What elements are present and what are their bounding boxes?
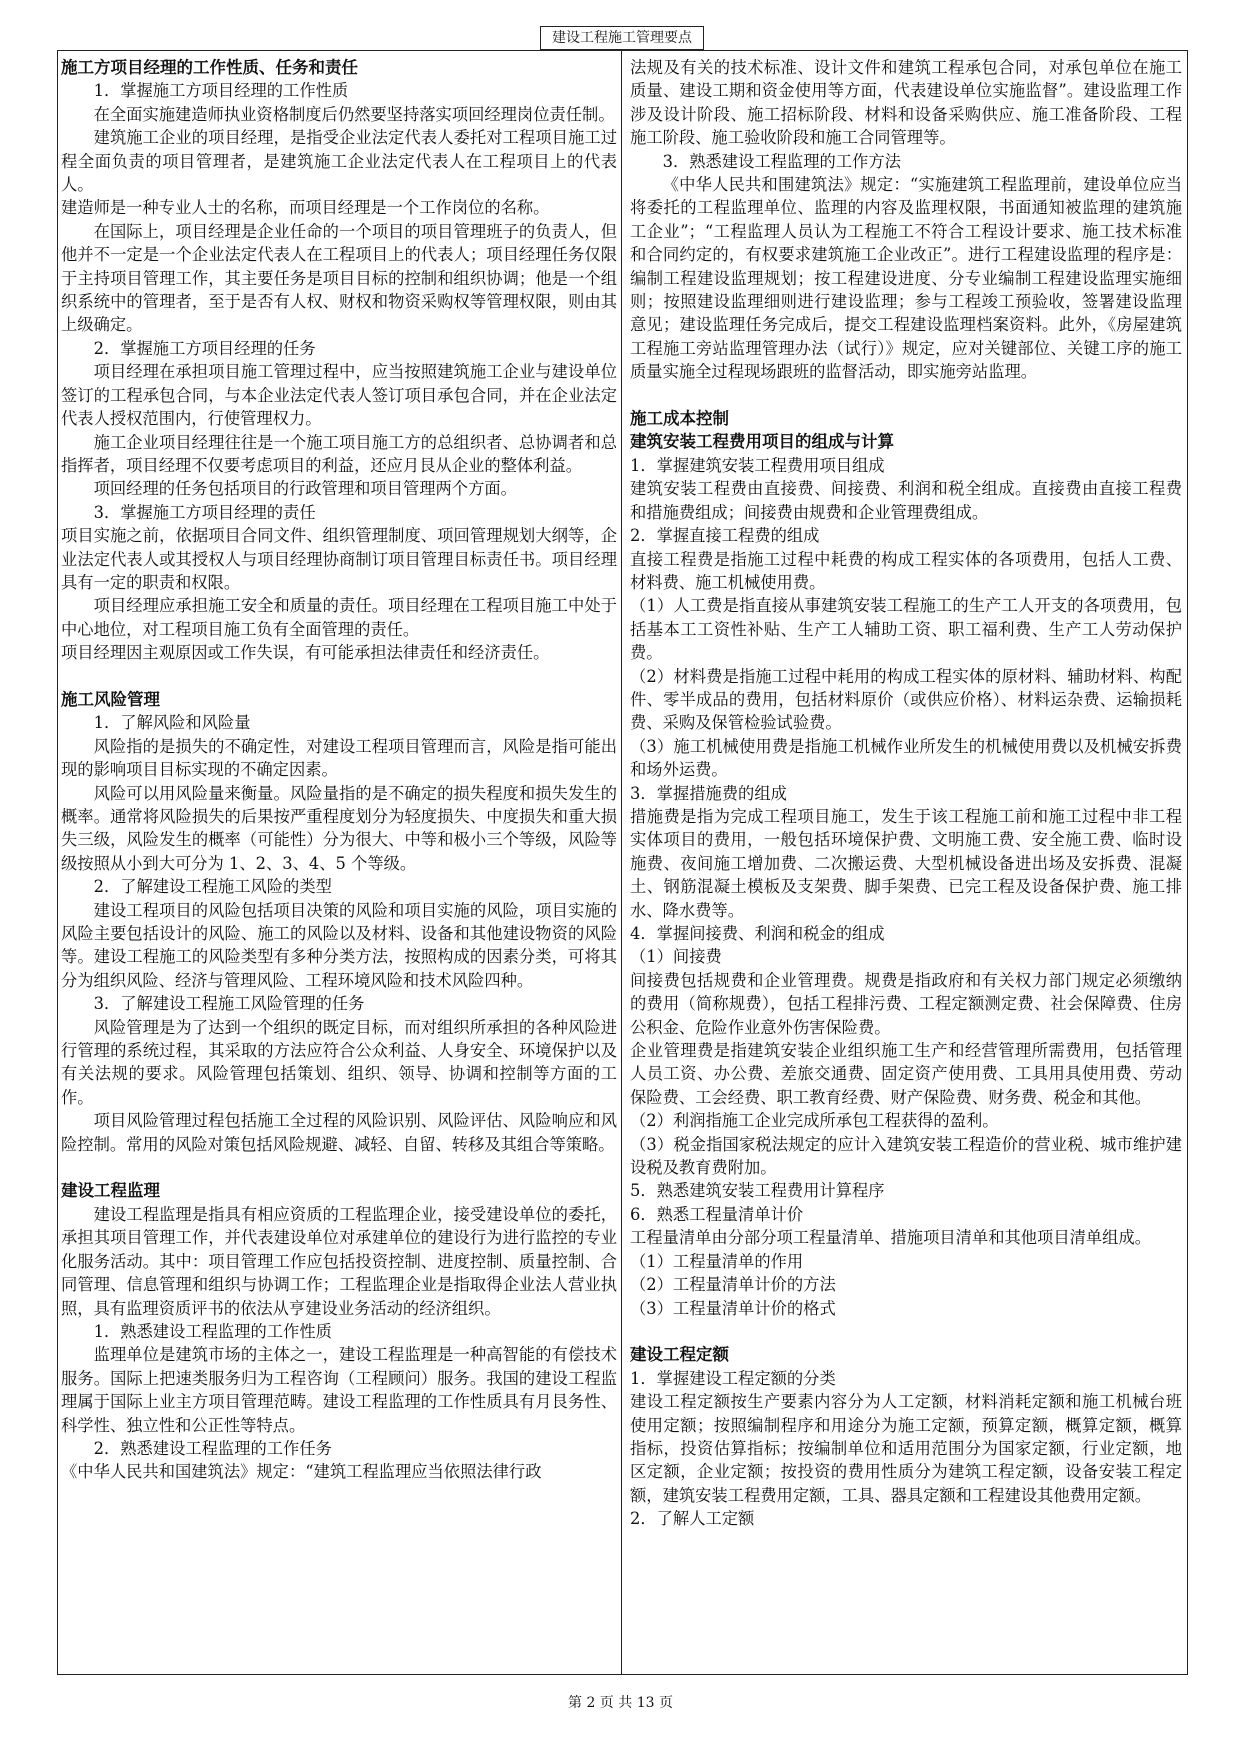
paragraph: 3．掌握措施费的组成 (630, 783, 787, 803)
paragraph: 企业管理费是指建筑安装企业组织施工生产和经营管理所需费用，包括管理人员工资、办公费、差旅交通费、固定资产使用费、工具用具使用费、劳动保险费、工会经费、职工教育经费、财产保险费、财务费、税金和其他。 (630, 1041, 1182, 1107)
section-heading: 建设工程定额 (630, 1345, 729, 1365)
paragraph: 建筑施工企业的项目经理，是指受企业法定代表人委托对工程项目施工过程全面负责的项目管理者，是建筑施工企业法定代表人在工程项目上的代表人。 (61, 128, 617, 195)
paragraph: 1．掌握施工方项目经理的工作性质 (93, 81, 349, 101)
paragraph: 《中华人民共和围建筑法》规定：“实施建筑工程监理前，建设单位应当将委托的工程监理单位、监理的内容及监理权限，书面通知被监理的建筑施工企业”；“工程监理人员认为工程施工不符合工程设计要求、施工技术标准和合同约定的，有权要求建筑施工企业改正”。进行工程建设监理的程序是：编制工程建设监理规划；按工程建设进度、分专业编制工程建设监理实施细则；按照建设监理细则进行建设监理；参与工程竣工预验收，签署建设监理意见；建设监理任务完成后，提交工程建设监理档案资料。此外，《房屋建筑工程施工旁站监理管理办法（试行）》规定，应对关键部位、关键工序的施工质量实施全过程现场跟班的监督活动，即实施旁站监理。 (630, 175, 1182, 382)
paragraph: 2．了解建设工程施工风险的类型 (93, 877, 332, 897)
section-heading: 施工风险管理 (61, 689, 160, 709)
paragraph: 2．掌握施工方项目经理的任务 (93, 338, 316, 358)
paragraph: 3．掌握施工方项目经理的责任 (93, 502, 316, 522)
section-spacer (630, 1320, 1182, 1343)
paragraph: 直接工程费是指施工过程中耗费的构成工程实体的各项费用，包括人工费、材料费、施工机械使用费。 (630, 549, 1182, 592)
section-heading: 施工方项目经理的工作性质、任务和责任 (61, 58, 358, 77)
paragraph: 《中华人民共和国建筑法》规定：“建筑工程监理应当依照法律行政 (61, 1462, 542, 1482)
paragraph: 在国际上，项目经理是企业任命的一个项目的项目管理班子的负责人，但他并不一定是一个企业法定代表人在工程项目上的代表人；项目经理任务仅限于主持项目管理工作，其主要任务是项目目标的控制和组织协调；他是一个组织系统中的管理者，至于是否有人权、财权和物资采购权等管理权限，则由其上级确定。 (61, 221, 617, 335)
page-footer: 第 2 页 共 13 页 (568, 1695, 673, 1711)
section-heading: 建筑安装工程费用项目的组成与计算 (630, 432, 894, 452)
paragraph: 建筑安装工程费由直接费、间接费、利润和税全组成。直接费由直接工程费和措施费组成；间接费由规费和企业管理费组成。 (630, 479, 1182, 522)
paragraph: 3．熟悉建设工程监理的工作方法 (662, 151, 901, 171)
paragraph: 监理单位是建筑市场的主体之一，建设工程监理是一种高智能的有偿技术服务。国际上把速类服务归为工程咨询（工程顾问）服务。我国的建设工程监理属于国际上业主方项目管理范畴。建设工程监理的工作性质具有月艮务性、科学性、独立性和公正性等特点。 (61, 1345, 617, 1435)
section-spacer (630, 384, 1182, 407)
paragraph: 2．熟悉建设工程监理的工作任务 (93, 1438, 332, 1458)
paragraph: 1．掌握建筑安装工程费用项目组成 (630, 455, 885, 475)
paragraph: 6．熟悉工程量清单计价 (630, 1204, 804, 1224)
paragraph: （2）利润指施工企业完成所承包工程获得的盈利。 (630, 1111, 999, 1131)
paragraph: 工程量清单由分部分项工程量清单、措施项目清单和其他项目清单组成。 (630, 1228, 1152, 1248)
paragraph: 项目实施之前，依据项目合同文件、组织管理制度、项回管理规划大纲等，企业法定代表人或其授权人与项目经理协商制订项目管理目标责任书。项目经理具有一定的职责和权限。 (61, 526, 617, 592)
section-spacer (61, 665, 617, 688)
paragraph: （3）工程量清单计价的格式 (630, 1298, 836, 1318)
paragraph: 1．掌握建设工程定额的分类 (630, 1368, 836, 1388)
column-divider (621, 50, 622, 1675)
paragraph: 风险指的是损失的不确定性，对建设工程项目管理而言，风险是指可能出现的影响项目目标实现的不确定因素。 (61, 736, 617, 780)
paragraph: 建设工程定额按生产要素内容分为人工定额，材料消耗定额和施工机械台班使用定额；按照编制程序和用途分为施工定额，预算定额，概算定额，概算指标，投资估算指标；按编制单位和适用范围分为国家定额，行业定额，地区定额，企业定额；按投资的费用性质分为建筑工程定额，设备安装工程定额，建筑安装工程费用定额，工具、器具定额和工程建设其他费用定额。 (630, 1392, 1182, 1505)
paragraph: 建造师是一种专业人士的名称，而项目经理是一个工作岗位的名称。 (61, 198, 550, 218)
paragraph: 风险可以用风险量来衡量。风险量指的是不确定的损失程度和损失发生的概率。通常将风险损失的后果按严重程度划分为轻度损失、中度损失和重大损失三级，风险发生的概率（可能性）分为很大、中等和极小三个等级，风险等级按照从小到大可分为 1、2、3、4、5 个等级。 (61, 783, 617, 873)
paragraph: （2）工程量清单计价的方法 (630, 1275, 836, 1295)
paragraph: （2）材料费是指施工过程中耗用的构成工程实体的原材料、辅助材料、构配件、零半成品的费用，包括材料原价（或供应价格）、材料运杂费、运输损耗费、采购及保管检验试验费。 (630, 666, 1182, 733)
paragraph: 项目风险管理过程包括施工全过程的风险识别、风险评估、风险响应和风险控制。常用的风险对策包括风险规避、减轻、自留、转移及其组合等策略。 (61, 1111, 617, 1154)
paragraph: 1．熟悉建设工程监理的工作性质 (93, 1321, 332, 1341)
paragraph: 建设工程项目的风险包括项目决策的风险和项目实施的风险，项目实施的风险主要包括设计的风险、施工的风险以及材料、设备和其他建设物资的风险等。建设工程施工的风险类型有多种分类方法，按照构成的因素分类，可将其分为组织风险、经济与管理风险、工程环境风险和技术风险四种。 (61, 900, 617, 990)
paragraph: 风险管理是为了达到一个组织的既定目标，而对组织所承担的各种风险进行管理的系统过程，其采取的方法应符合公众利益、人身安全、环境保护以及有关法规的要求。风险管理包括策划、组织、领导、协调和控制等方面的工作。 (61, 1017, 617, 1107)
paragraph: 1．了解风险和风险量 (93, 713, 251, 733)
paragraph: （1）间接费 (630, 947, 722, 967)
paragraph: 项目经理因主观原因或工作失误，有可能承担法律责任和经济责任。 (61, 643, 550, 663)
section-heading: 建设工程监理 (61, 1181, 160, 1201)
paragraph: 建设工程监理是指具有相应资质的工程监理企业，接受建设单位的委托，承担其项目管理工作，并代表建设单位对承建单位的建设行为进行监控的专业化服务活动。其中：项目管理工作应包括投资控制、进度控制、质量控制、合同管理、信息管理和组织与协调工作；工程监理企业是指取得企业法人营业执照，具有监理资质评书的依法从亨建设业务活动的经济组织。 (61, 1204, 617, 1318)
right-column (630, 56, 1182, 1531)
paragraph: 3．了解建设工程施工风险管理的任务 (93, 994, 365, 1014)
paragraph: （3）施工机械使用费是指施工机械作业所发生的机械使用费以及机械安拆费和场外运费。 (630, 736, 1182, 780)
paragraph: （1）人工费是指直接从事建筑安装工程施工的生产工人开支的各项费用，包括基本工工资性补贴、生产工人辅助工资、职工福利费、生产工人劳动保护费。 (630, 596, 1182, 663)
paragraph: 项目经理在承担项目施工管理过程中，应当按照建筑施工企业与建设单位签订的工程承包合同，与本企业法定代表人签订项目承包合同，并在企业法定代表人授权范围内，行使管理权力。 (61, 362, 617, 429)
paragraph: 措施费是指为完成工程项目施工，发生于该工程施工前和施工过程中非工程实体项目的费用，一般包括环境保护费、文明施工费、安全施工费、临时设施费、夜间施工增加费、二次搬运费、大型机械设备进出场及安拆费、混凝土、钢筋混凝土模板及支架费、脚手架费、已完工程及设备保护费、施工排水、降水费等。 (630, 806, 1182, 920)
paragraph: 5．熟悉建筑安装工程费用计算程序 (630, 1181, 885, 1201)
paragraph: （1）工程量清单的作用 (630, 1251, 804, 1271)
page-header-title: 建设工程施工管理要点 (540, 26, 704, 50)
paragraph: 2．了解人工定额 (630, 1509, 755, 1529)
paragraph: 施工企业项目经理往往是一个施工项目施工方的总组织者、总协调者和总指挥者，项目经理不仅要考虑项目的利益，还应月艮从企业的整体利益。 (61, 432, 617, 475)
left-column (61, 56, 617, 1484)
paragraph: 在全面实施建造师执业资格制度后仍然要坚持落实项回经理岗位责任制。 (93, 104, 615, 124)
paragraph: 法规及有关的技术标准、设计文件和建筑工程承包合同，对承包单位在施工质量、建设工期和资金使用等方面，代表建设单位实施监督”。建设监理工作涉及设计阶段、施工招标阶段、材料和设备采购供应、施工准备阶段、工程施工阶段、施工验收阶段和施工合同管理等。 (630, 58, 1182, 148)
paragraph: 2．掌握直接工程费的组成 (630, 526, 820, 546)
paragraph: 4．掌握间接费、利润和税金的组成 (630, 924, 885, 944)
paragraph: （3）税金指国家税法规定的应计入建筑安装工程造价的营业税、城市维护建设税及教育费附加。 (630, 1134, 1182, 1178)
section-heading: 施工成本控制 (630, 409, 729, 429)
paragraph: 间接费包括规费和企业管理费。规费是指政府和有关权力部门规定必须缴纳的费用（简称规费），包括工程排污费、工程定额测定费、社会保障费、住房公积金、危险作业意外伤害保险费。 (630, 970, 1182, 1037)
paragraph: 项回经理的任务包括项目的行政管理和项目管理两个方面。 (93, 479, 517, 499)
paragraph: 项目经理应承担施工安全和质量的责任。项目经理在工程项目施工中处于中心地位，对工程项目施工负有全面管理的责任。 (61, 596, 617, 639)
section-spacer (61, 1156, 617, 1179)
